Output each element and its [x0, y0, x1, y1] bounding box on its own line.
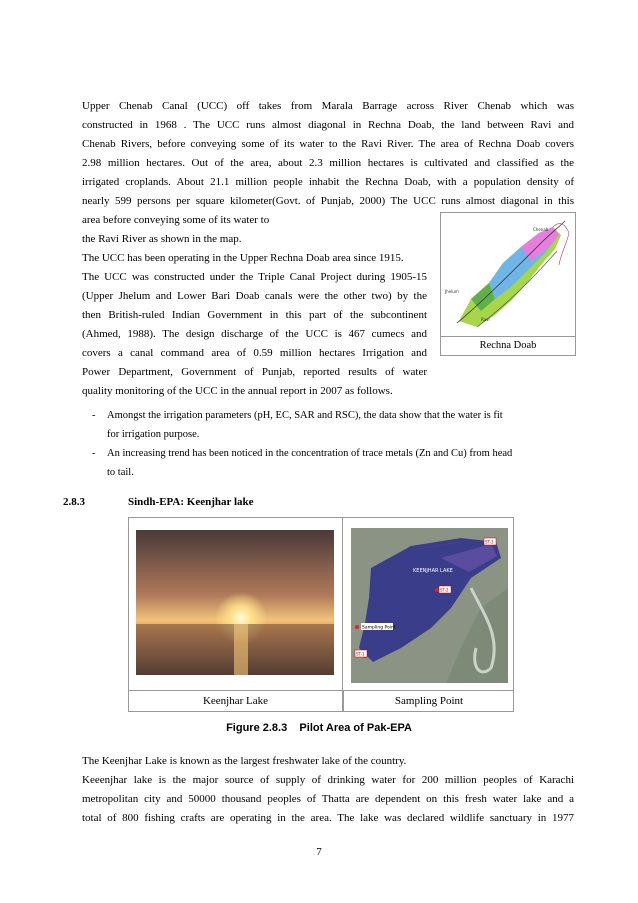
para1-line-12: then British-ruled Indian Government in this part of the subcontinent [82, 309, 427, 321]
para1-line-1: Upper Chenab Canal (UCC) off takes from Marala Barrage across River Chenab which was [82, 100, 574, 112]
bullet-1-line-1: Amongst the irrigation parameters (pH, EC, SAR and RSC), the data show that the water is fit [107, 410, 503, 421]
para2-line-1: The Keenjhar Lake is known as the largest freshwater lake of the country. [82, 755, 407, 767]
para1-line-15: Power Department, Government of Punjab, reported results of water [82, 366, 427, 378]
figure-caption-row [129, 690, 513, 712]
para1-line-6: nearly 599 persons per square kilometer(Govt. of Punjab, 2000) The UCC runs almost diagonal in this [82, 195, 574, 207]
para1-line-7: area before conveying some of its water to [82, 214, 270, 226]
keenjhar-lake-caption: Keenjhar Lake [202, 695, 269, 707]
page-number: 7 [316, 846, 322, 858]
sampling-point-map [351, 528, 508, 683]
para1-line-5: irrigated croplands. About 21.1 million people inhabit the Rechna Doab, with a population density of [82, 176, 574, 188]
map-st1-label: ST-1 [356, 651, 365, 657]
section-title: Sindh-EPA: Keenjhar lake [128, 496, 254, 508]
figure-cell-left [129, 518, 343, 711]
bullet-2-line-2: to tail. [107, 467, 134, 478]
para1-line-4: 2.98 million hectares. Out of the area, about 2.3 million hectares is cultivated and classified as the [82, 157, 574, 169]
sampling-point-caption: Sampling Point [343, 691, 514, 712]
rechna-doab-figure [440, 212, 576, 356]
map-label-jhelum: Jhelum [445, 289, 459, 294]
map-st2-label: ST-2 [440, 587, 449, 593]
map-label-ravi: Ravi [481, 317, 490, 322]
para1-line-2: constructed in 1968 . The UCC runs almost diagonal in Rechna Doab, the land between Ravi and [82, 119, 574, 131]
para1-line-11: (Upper Jhelum and Lower Bari Doab canals were the other two) by the [82, 290, 427, 302]
map-legend-label: Sampling Point [362, 625, 396, 631]
map-label-chenab: Chenab [533, 227, 549, 232]
para1-line-3: Chenab Rivers, before conveying some of its water to the Ravi River. The area of Rechna Doab covers [82, 138, 574, 150]
keenjhar-lake-photo [136, 530, 334, 675]
para1-line-10: The UCC was constructed under the Triple Canal Project during 1905-15 [82, 271, 427, 283]
bullet-1-line-2: for irrigation purpose. [107, 429, 200, 440]
figure-table [128, 517, 514, 712]
para1-line-16: quality monitoring of the UCC in the annual report in 2007 as follows. [82, 385, 393, 397]
para1-line-9: The UCC has been operating in the Upper Rechna Doab area since 1915. [82, 252, 404, 264]
para1-line-13: (Ahmed, 1988). The design discharge of the UCC is 467 cumecs and [82, 328, 427, 340]
map-lake-label: KEENJHAR LAKE [413, 568, 453, 574]
para2-line-4: total of 800 fishing crafts are operating in the area. The lake was declared wildlife sanctuary in 1977 [82, 812, 574, 824]
section-number: 2.8.3 [63, 496, 85, 508]
rechna-doab-map [441, 213, 575, 335]
para1-line-14: covers a canal command area of 0.59 million hectares Irrigation and [82, 347, 427, 359]
para2-line-3: metropolitan city and 50000 thousand peoples of Thatta are dependent on this fresh water lake and a [82, 793, 574, 805]
bullet-2-line-1: An increasing trend has been noticed in the concentration of trace metals (Zn and Cu) from head [107, 448, 513, 459]
para2-line-2: Keeenjhar lake is the major source of supply of drinking water for 200 million peoples of Karachi [82, 774, 574, 786]
document-page: Upper Chenab Canal (UCC) off takes from Marala Barrage across River Chenab which was constructed in 1968 . The UCC runs almost diagonal in Rechna Doab, the land between Ravi and Chenab Rivers, before conveying some of its water to the Ravi River. The area of Rechna Doab covers 2.98 million hectares. Out of the area, about 2.3 million hectares is cultivated and classified as the irrigated croplands. About 21.1 million people inhabit the Rechna Doab, with a population density of nearly 599 persons per square kilometer(Govt. of Punjab, 2000) The UCC runs almost diagonal in this area before conveying some of its water to the Ravi River as shown in the map. The UCC has been operating in the Upper Rechna Doab area since 1915. The UCC was constructed under the Triple Canal Project during 1905-15 (Upper Jhelum and Lower Bari Doab canals were the other two) by the then British-ruled Indian Government in this part of the subcontinent (Ahmed, 1988). The design discharge of the UCC is 467 cumecs and covers a canal command area of 0.59 million hectares Irrigation and Power Department, Government of Punjab, reported results of water quality monitoring of the UCC in the annual report in 2007 as follows. Chenab Ravi Jhelum Rechna Doab - Amongst the irrigation parameters (pH, EC, SAR and RSC), the data show that the water is fit for irrigation purpose. - An increasing trend has been noticed in the concentration of trace metals (Zn and Cu) from head to tail. 2.8.3 Sindh-EPA: Keenjhar lake KEENJHAR LAKE ST-3 ST-2 Sampling Point ST-1 Keenjhar Lake Sampling Point Figure 2.8.3 Pilot Area of Pak-EPA The Keenjhar Lake is known as the largest freshwater lake of the country. Keeenjhar lake is the major source of supply of drinking water for 200 million peoples of Karachi metropolitan city and 50000 thousand peoples of Thatta are dependent on this fresh water lake and a total of 800 fishing crafts are operating in the area. The lake was declared wildlife sanctuary in 1977 7 [0, 0, 638, 903]
figure-caption: Figure 2.8.3 Pilot Area of Pak-EPA [226, 722, 412, 734]
para1-line-8: the Ravi River as shown in the map. [82, 233, 242, 245]
rechna-doab-caption: Rechna Doab [441, 336, 575, 355]
map-st3-label: ST-3 [485, 539, 494, 545]
